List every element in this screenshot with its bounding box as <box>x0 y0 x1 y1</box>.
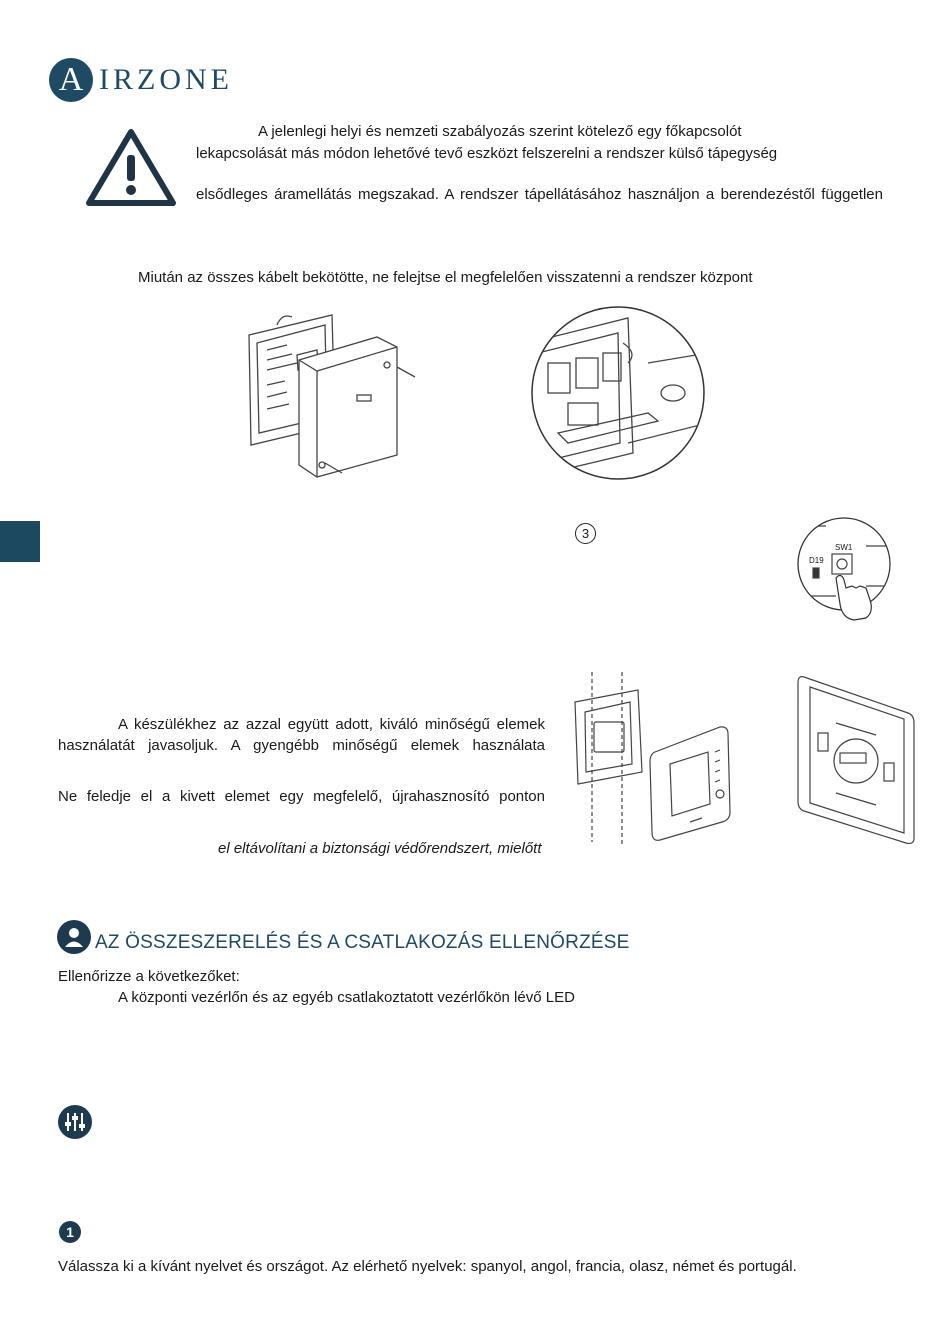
settings-sliders-icon <box>58 1105 92 1139</box>
warning-line-2: lekapcsolását más módon lehetővé tevő eszközt felszerelni a rendszer külső tápegység <box>196 145 778 162</box>
check-section-intro: Ellenőrizze a következőket: <box>58 968 240 985</box>
brand-logo-mark: A <box>49 58 93 102</box>
battery-line-2: használatát javasoljuk. A gyengébb minőségű elemek használata <box>58 737 545 754</box>
step-1-badge: 1 <box>59 1221 81 1243</box>
step-3-badge: 3 <box>575 523 596 544</box>
after-cabling-text: Miután az összes kábelt bekötötte, ne felejtse el megfelelően visszatenni a rendszer központ <box>138 269 753 286</box>
step-1-text: Válassza ki a kívánt nyelvet és országot. Az elérhető nyelvek: spanyol, angol, francia, olasz, német és portugál. <box>58 1258 797 1275</box>
warning-icon <box>85 127 177 207</box>
check-section-heading: AZ ÖSSZESZERELÉS ÉS A CSATLAKOZÁS ELLENŐRZÉSE <box>95 932 630 953</box>
battery-line-4: el eltávolítani a biztonsági védőrendszert, mielőtt <box>218 840 542 857</box>
brand-logo-text: IRZONE <box>99 63 233 96</box>
d19-label: D19 <box>809 556 824 565</box>
chapter-side-tab <box>0 521 40 562</box>
battery-line-3: Ne feledje el a kivett elemet egy megfelelő, újrahasznosító ponton <box>58 788 545 805</box>
warning-line-1: A jelenlegi helyi és nemzeti szabályozás szerint kötelező egy főkapcsolót <box>258 123 742 140</box>
thermostat-back-illustration <box>796 673 916 845</box>
assembly-check-icon <box>57 920 91 954</box>
battery-line-1: A készülékhez az azzal együtt adott, kiváló minőségű elemek <box>118 716 545 733</box>
check-item-1: A központi vezérlőn és az egyéb csatlakoztatott vezérlőkön lévő LED <box>118 989 575 1006</box>
terminal-zoom-illustration <box>528 303 708 483</box>
warning-line-3: elsődleges áramellátás megszakad. A rendszer tápellátásához használjon a berendezéstől független <box>196 186 883 203</box>
box-assembly-illustration <box>237 305 422 485</box>
sw1-label: SW1 <box>835 543 853 552</box>
thermostat-mount-illustration <box>570 672 740 844</box>
sw1-button-illustration <box>796 516 892 626</box>
